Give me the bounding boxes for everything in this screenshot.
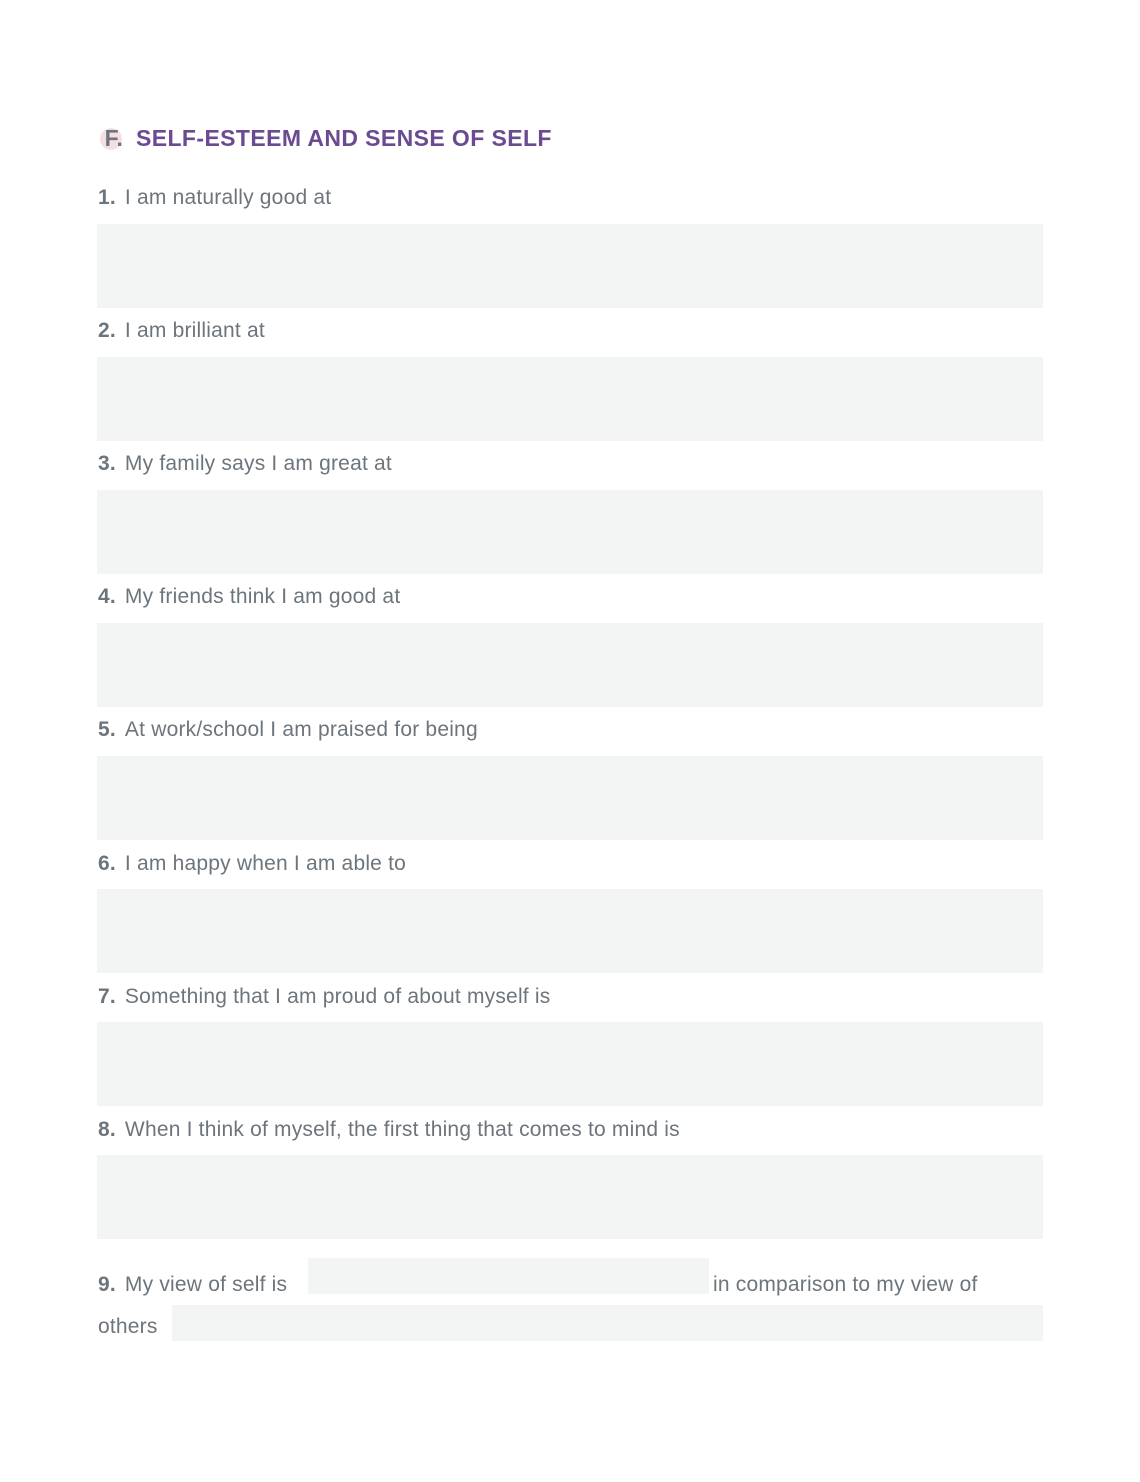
section-letter-badge xyxy=(102,124,126,152)
question-5 xyxy=(98,717,478,743)
answer-field-3[interactable] xyxy=(97,490,1043,574)
question-number: 6. xyxy=(98,852,116,875)
question-text: Something that I am proud of about myself is xyxy=(124,985,551,1008)
question-7 xyxy=(98,984,550,1010)
view-of-self-field[interactable] xyxy=(308,1258,709,1294)
question-text: I am happy when I am able to xyxy=(124,852,407,875)
question-9-others-label: others xyxy=(98,1315,158,1338)
view-of-others-field[interactable] xyxy=(172,1305,1043,1341)
question-8 xyxy=(98,1117,680,1143)
question-2 xyxy=(98,318,265,344)
question-text: At work/school I am praised for being xyxy=(124,718,478,741)
question-9-continuation: in comparison to my view of xyxy=(713,1273,978,1296)
question-number: 7. xyxy=(98,985,116,1008)
answer-field-8[interactable] xyxy=(97,1155,1043,1239)
question-9 xyxy=(98,1272,287,1298)
question-text: I am naturally good at xyxy=(124,186,332,209)
question-number: 8. xyxy=(98,1118,116,1141)
question-number: 9. xyxy=(98,1273,116,1296)
question-6 xyxy=(98,851,406,877)
question-number: 1. xyxy=(98,186,116,209)
question-text: I am brilliant at xyxy=(124,319,265,342)
question-number: 3. xyxy=(98,452,116,475)
question-1 xyxy=(98,185,331,211)
question-text: My family says I am great at xyxy=(124,452,392,475)
question-4 xyxy=(98,584,400,610)
question-number: 4. xyxy=(98,585,116,608)
answer-field-4[interactable] xyxy=(97,623,1043,707)
answer-field-6[interactable] xyxy=(97,889,1043,973)
answer-field-1[interactable] xyxy=(97,224,1043,308)
answer-field-7[interactable] xyxy=(97,1022,1043,1106)
question-number: 2. xyxy=(98,319,116,342)
question-text: When I think of myself, the first thing that comes to mind is xyxy=(124,1118,680,1141)
section-title: SELF-ESTEEM AND SENSE OF SELF xyxy=(136,124,552,151)
question-text: My friends think I am good at xyxy=(124,585,401,608)
question-3 xyxy=(98,451,392,477)
section-header xyxy=(102,124,552,152)
section-letter: F. xyxy=(104,124,124,151)
answer-field-2[interactable] xyxy=(97,357,1043,441)
question-text: My view of self is xyxy=(124,1273,288,1296)
answer-field-5[interactable] xyxy=(97,756,1043,840)
question-number: 5. xyxy=(98,718,116,741)
